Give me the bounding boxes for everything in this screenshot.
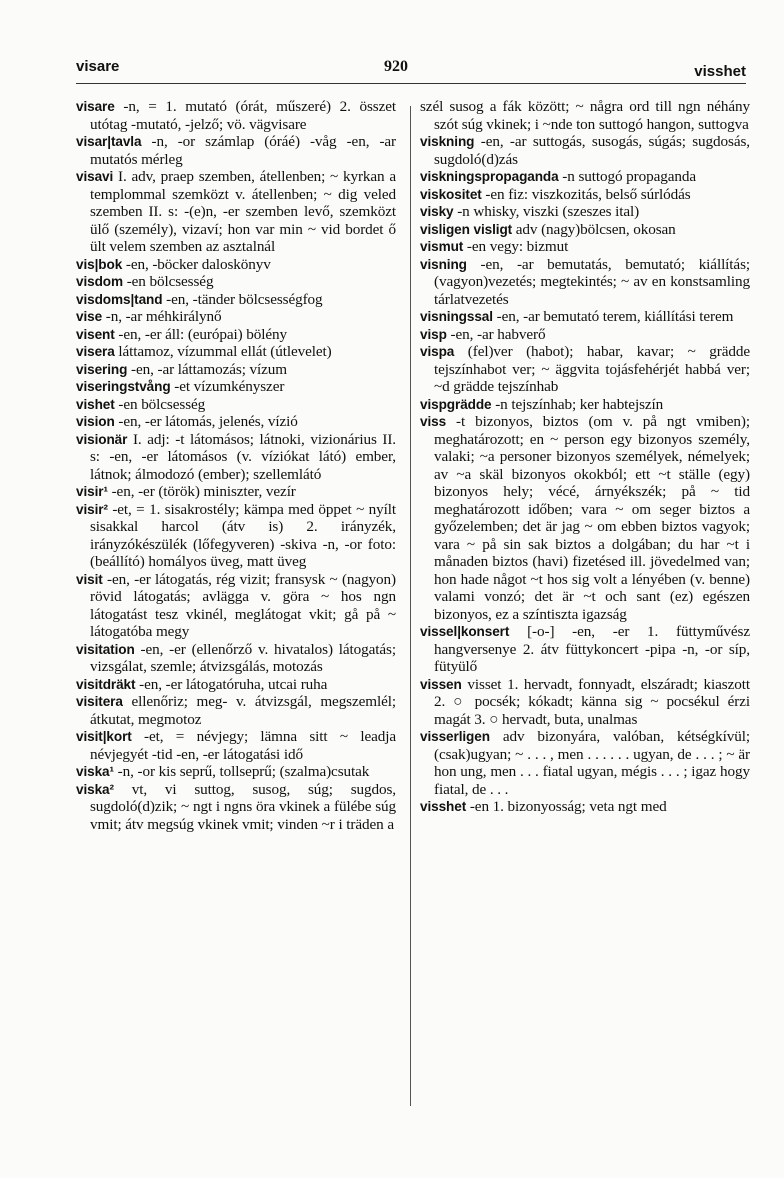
entry-definition: -en, -er látomás, jelenés, vízió (114, 413, 298, 430)
entry-headword: visir² (76, 501, 108, 517)
dictionary-entry (420, 256, 750, 309)
dictionary-entry (420, 396, 750, 414)
dictionary-entry (76, 501, 396, 571)
entry-definition: -en, -er áll: (európai) bölény (114, 325, 288, 343)
dictionary-entry (420, 133, 750, 168)
dictionary-entry (76, 413, 396, 431)
dictionary-entry (76, 676, 396, 694)
dictionary-entry (76, 326, 396, 344)
entry-definition: ellenőriz; meg- v. átvizsgál, megszemlél; átkutat, megmotoz (90, 693, 396, 728)
dictionary-entry (420, 238, 750, 256)
entry-headword: visp (420, 326, 447, 342)
entry-definition: -en, -er (ellenőrző v. hivatalos) látogatás; vizsgálat, szemle; átvizsgálás, motozás (90, 640, 396, 675)
header-rule (76, 83, 746, 84)
entry-definition: I. adj: -t látomásos; látnoki, vizionárius II. s: -en, -er látomásos (v. víziókat látó) ember, látnok; álmodozó (ember); szellemlátó (90, 430, 396, 483)
entry-definition: -et vízumkényszer (170, 378, 285, 395)
left-column (76, 98, 396, 833)
entry-definition: (fel)ver (habot); habar, kavar; ~ grädde tejszínhabot ver; ~ äggvita tojásfehérjét habbá ver; ~d grädde tejszínhab (434, 343, 750, 395)
entry-headword: visit (76, 571, 103, 587)
entry-headword: visitdräkt (76, 676, 136, 692)
dictionary-entry (76, 431, 396, 484)
entry-headword: viskositet (420, 186, 482, 202)
page-number: 920 (384, 58, 408, 75)
entry-definition: [-o-] -en, -er 1. füttyművész hangversenye 2. átv füttykoncert -pipa -n, -or síp, fütyülő (434, 623, 750, 675)
entry-definition: -en 1. bizonyosság; veta ngt med (466, 798, 667, 815)
entry-definition: -en, -ar habverő (446, 325, 546, 343)
running-head-right: visshet (694, 63, 746, 80)
entry-headword: visera (76, 344, 115, 359)
dictionary-entry (76, 291, 396, 309)
entry-definition: -en fiz: viszkozitás, belső súrlódás (481, 185, 691, 203)
entry-definition: -n, -or számlap (óráé) -våg -en, -ar mutatós mérleg (90, 133, 396, 168)
dictionary-entry (76, 693, 396, 728)
dictionary-entry (76, 728, 396, 763)
dictionary-entry (420, 676, 750, 729)
entry-headword: visshet (420, 799, 467, 814)
entry-definition: láttamoz, vízummal ellát (útlevelet) (114, 343, 332, 360)
dictionary-entry (420, 623, 750, 676)
dictionary-entry (76, 763, 396, 781)
entry-headword: vishet (76, 396, 115, 412)
entry-headword: viss (420, 414, 447, 429)
entry-headword: visir¹ (76, 484, 108, 499)
entry-headword: viska¹ (76, 764, 114, 779)
entry-headword: viskning (420, 134, 475, 149)
dictionary-entry (420, 413, 750, 623)
entry-headword: vis|bok (76, 256, 123, 272)
right-column (420, 98, 750, 816)
entry-definition: -n, -or kis seprű, tollseprű; (szalma)csutak (113, 763, 370, 780)
entry-definition: adv bizonyára, valóban, kétségkívül; (csak)ugyan; ~ . . . , men . . . . . . ugyan, de . . . ; ~ är hon ung, men . . . fiatal ugyan, mégis . . . ; igaz hogy fiatal, de . . . (434, 728, 750, 798)
entry-definition: -t bizonyos, biztos (om v. på ngt vmiben); meghatározott; en ~ person egy bizonyos személy, valaki; ~a personer bizonyos személyek, némelyek; av ~a skäl bizonyos okokból; ett ~t ställe (egy) bizonyos hely; vécé, árnyékszék; på ~ tid meghatározott időben; vara ~ om seger biztos a győzelemben; det är jag ~ om ebben biztos vagyok; vara ~ på sin sak biztos a dolgában; du har ~t i månaden biztos (havi) fizetésed ill. jövedelmed van; hon hade något ~t hos sig volt a lényében (v. benne) valami vonzó; det är ~t och sant (ez) egészen bizonyos, ez a színtiszta igazság (434, 413, 750, 623)
entry-definition: -en, -tänder bölcsességfog (162, 290, 323, 308)
dictionary-entry (76, 343, 396, 361)
entry-definition: -en, -ar láttamozás; vízum (127, 360, 287, 378)
dictionary-entry (76, 256, 396, 274)
entry-definition: -en, -er (török) miniszter, vezír (107, 483, 296, 500)
dictionary-entry (76, 641, 396, 676)
entry-definition: -et, = névjegy; lämna sitt ~ leadja névjegyét -tid -en, -er látogatási idő (90, 728, 396, 763)
dictionary-entry (76, 168, 396, 256)
entry-definition: -n, -ar méhkirálynő (102, 308, 222, 325)
entry-definition: -en, -böcker daloskönyv (122, 255, 271, 273)
dictionary-entry (420, 798, 750, 816)
dictionary-entry (76, 133, 396, 168)
entry-definition: -en, -ar bemutató terem, kiállítási terem (492, 308, 734, 325)
dictionary-entry (420, 203, 750, 221)
dictionary-entry (76, 98, 396, 133)
entry-definition: -n tejszínhab; ker habtejszín (491, 395, 664, 413)
entry-headword: vise (76, 309, 103, 324)
entry-definition: -en, -er látogatás, rég vizit; fransysk ~ (nagyon) rövid látogatás; avlägga v. göra ~ hos ngn látogatást tesz vkinél, meglátogat vkit; gå på ~ látogatóba megy (90, 570, 396, 640)
entry-headword: visitation (76, 641, 135, 657)
entry-headword: visligen visligt (420, 221, 513, 237)
entry-definition: vt, vi suttog, susog, súg; sugdos, sugdoló(d)zik; ~ ngt i ngns öra vkinek a fülébe súg vmit; átv megsúg vkinek vmit; vinden ~r i träden a (90, 780, 396, 833)
dictionary-entry (76, 308, 396, 326)
dictionary-entry (420, 308, 750, 326)
entry-definition: adv (nagy)bölcsen, okosan (512, 220, 676, 238)
dictionary-entry (420, 98, 750, 133)
dictionary-entry (76, 396, 396, 414)
entry-headword: visningssal (420, 309, 493, 324)
entry-headword: visavi (76, 169, 114, 184)
dictionary-entry (76, 378, 396, 396)
dictionary-entry (76, 361, 396, 379)
entry-headword: viska² (76, 781, 114, 797)
dictionary-entry (76, 781, 396, 834)
entry-definition: -en bölcsesség (123, 273, 214, 290)
entry-definition: -en, -er látogatóruha, utcai ruha (135, 675, 328, 693)
dictionary-entry (420, 186, 750, 204)
entry-definition: -en vegy: bizmut (463, 238, 569, 255)
entry-headword: visning (420, 256, 467, 272)
entry-headword: vismut (420, 239, 464, 254)
entry-definition: I. adv, praep szemben, átellenben; ~ kyrkan a templommal szemközt v. átellenben; ~ dig veled szemben II. s: -(e)n, -er szemben levő, szemközt ülő (személy), vizaví; hon var min ~ vid bordet ő ült velem szemben az asztalnál (90, 168, 396, 255)
dictionary-entry (420, 326, 750, 344)
entry-headword: visare (76, 99, 115, 114)
entry-definition: visset 1. hervadt, fonnyadt, elszáradt; kiaszott 2. ○ pocsék; kókadt; känna sig ~ pocsékul érzi magát 3. ○ hervadt, buta, unalmas (434, 675, 750, 728)
entry-headword: vispgrädde (420, 396, 492, 412)
entry-headword: visit|kort (76, 729, 132, 744)
entry-definition: szél susog a fák között; ~ några ord till ngn néhány szót súg vkinek; i ~nde ton suttogó hangon, suttogva (420, 98, 750, 133)
entry-definition: -n whisky, viszki (szeszes ital) (453, 203, 640, 220)
entry-definition: -n suttogó propaganda (558, 168, 697, 185)
entry-definition: -en bölcsesség (114, 395, 206, 413)
dictionary-entry (420, 168, 750, 186)
column-divider (410, 106, 411, 1106)
entry-headword: visionär (76, 431, 128, 447)
entry-headword: viskningspropaganda (420, 169, 559, 184)
dictionary-entry (420, 221, 750, 239)
entry-headword: visdoms|tand (76, 291, 163, 307)
dictionary-entry (420, 728, 750, 798)
entry-definition: -et, = 1. sisakrostély; kämpa med öppet ~ nyílt sisakkal harcol (átv is) 2. irányzék, irányzókészülék (lőfegyveren) -skiva -n, -or foto: (beállító) homályos üveg, matt üveg (90, 500, 396, 570)
entry-headword: visdom (76, 274, 123, 289)
entry-headword: visent (76, 326, 115, 342)
dictionary-entry (76, 571, 396, 641)
entry-headword: vissel|konsert (420, 624, 510, 639)
entry-headword: viseringstvång (76, 379, 171, 394)
entry-definition: -en, -ar suttogás, susogás, súgás; sugdosás, sugdoló(d)zás (434, 133, 750, 168)
entry-headword: vision (76, 414, 115, 429)
entry-headword: visky (420, 204, 454, 219)
entry-headword: visserligen (420, 729, 490, 744)
entry-headword: vispa (420, 344, 455, 359)
entry-definition: -en, -ar bemutatás, bemutató; kiállítás; (vagyon)vezetés; megtekintés; ~ av en konstsamling tárlatvezetés (434, 255, 750, 308)
entry-definition: -n, = 1. mutató (órát, műszeré) 2. összet utótag -mutató, -jelző; vö. vägvisare (90, 98, 396, 133)
running-head-left: visare (76, 58, 120, 75)
entry-headword: visering (76, 361, 128, 377)
entry-headword: visitera (76, 694, 123, 709)
dictionary-entry (76, 483, 396, 501)
entry-headword: vissen (420, 676, 462, 692)
entry-headword: visar|tavla (76, 134, 142, 149)
dictionary-entry (76, 273, 396, 291)
dictionary-entry (420, 343, 750, 396)
